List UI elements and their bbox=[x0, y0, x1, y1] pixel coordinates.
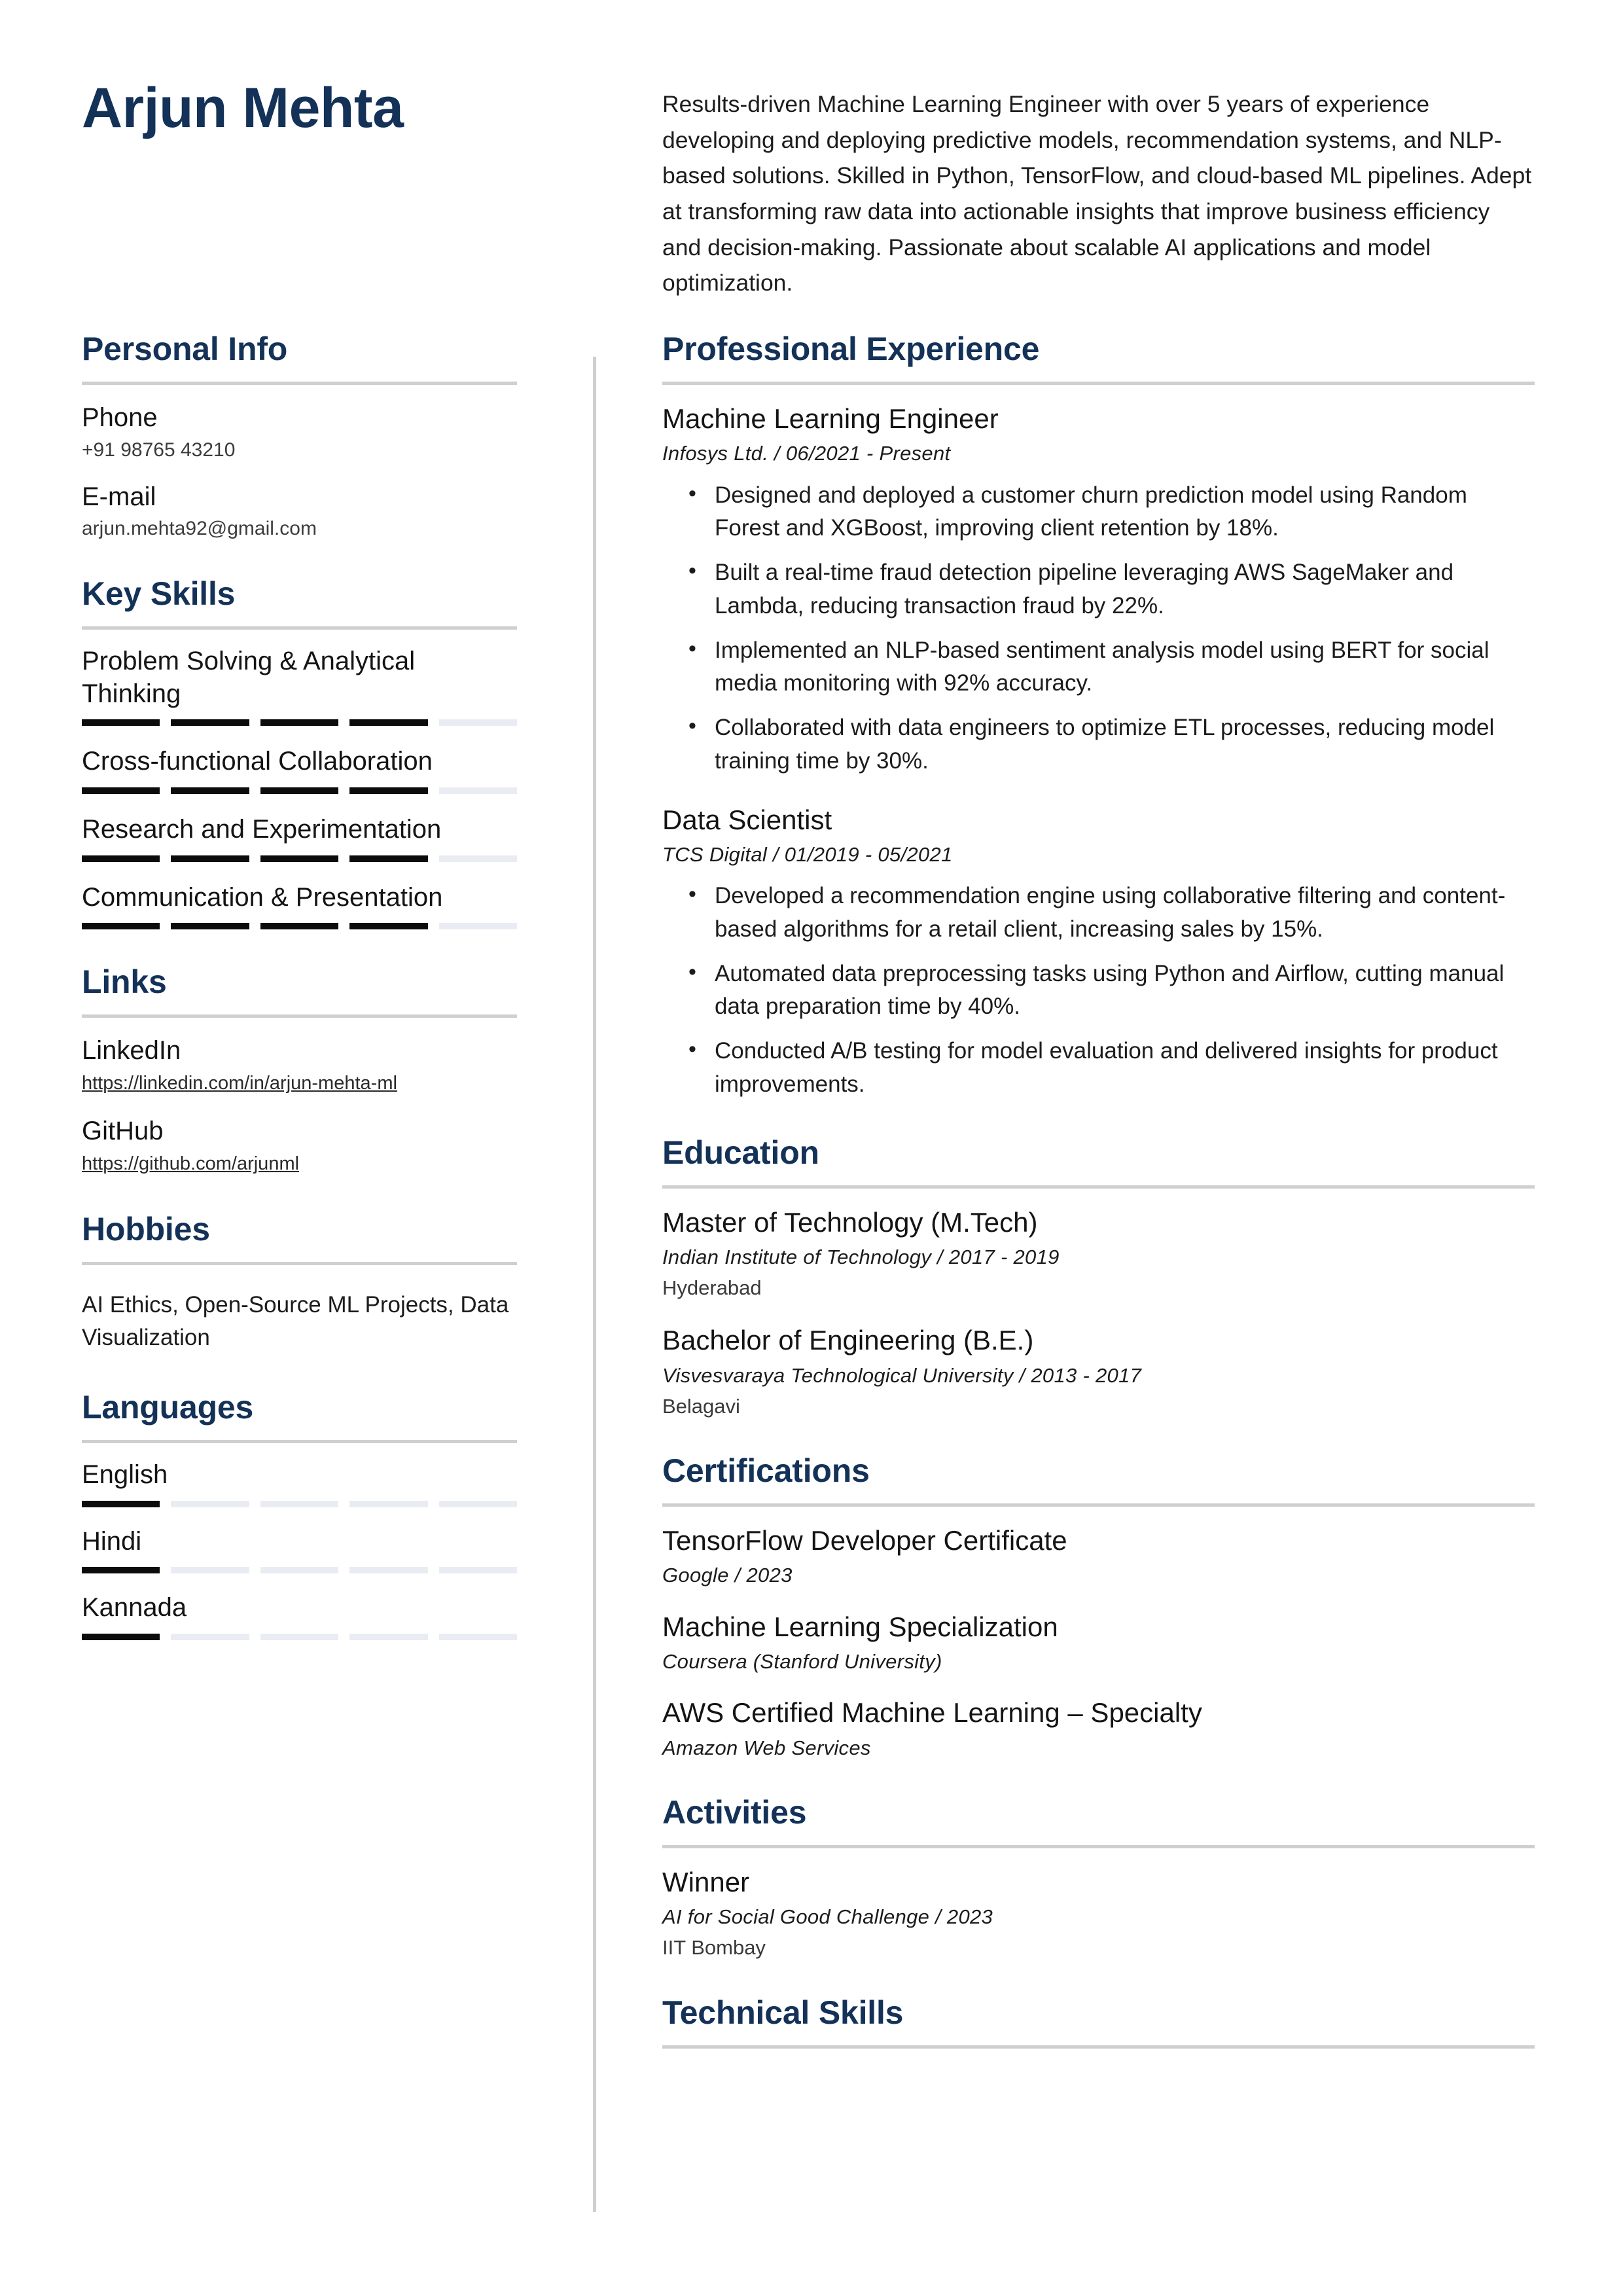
education-entry bbox=[662, 1323, 1535, 1420]
personal-info-item bbox=[82, 481, 517, 542]
job-meta: Infosys Ltd. / 06/2021 - Present bbox=[662, 442, 951, 465]
personal-info-label: Phone bbox=[82, 403, 158, 432]
section-activities bbox=[662, 1794, 1535, 1962]
link-url[interactable]: https://linkedin.com/in/arjun-mehta-ml bbox=[82, 1072, 397, 1094]
degree-meta: Indian Institute of Technology / 2017 - 2019 bbox=[662, 1245, 1060, 1268]
activity-meta: AI for Social Good Challenge / 2023 bbox=[662, 1905, 993, 1929]
section-education bbox=[662, 1134, 1535, 1420]
section-personal-info bbox=[82, 331, 517, 541]
degree-title: Bachelor of Engineering (B.E.) bbox=[662, 1325, 1034, 1356]
degree-location: Hyderabad bbox=[662, 1276, 762, 1300]
activity-location: IIT Bombay bbox=[662, 1936, 766, 1960]
page-title: Arjun Mehta bbox=[82, 77, 404, 139]
section-professional-experience bbox=[662, 331, 1535, 1102]
degree-location: Belagavi bbox=[662, 1394, 740, 1418]
rating-segment bbox=[260, 1567, 338, 1573]
job-title: Data Scientist bbox=[662, 804, 832, 835]
rating-segment bbox=[349, 855, 427, 862]
section-heading-professional-experience: Professional Experience bbox=[662, 331, 1040, 367]
certification-entry bbox=[662, 1610, 1535, 1676]
job-bullet-list bbox=[662, 880, 1535, 1102]
rating-segment bbox=[260, 923, 338, 929]
personal-info-label: E-mail bbox=[82, 482, 156, 511]
rating-segment bbox=[82, 787, 160, 794]
rating-segment bbox=[82, 1634, 160, 1640]
certification-meta: Google / 2023 bbox=[662, 1564, 793, 1587]
section-hobbies bbox=[82, 1211, 517, 1355]
rating-segment bbox=[82, 1501, 160, 1507]
list-item: • Conducted A/B testing for model evaluation and delivered insights for product improvements. bbox=[715, 1035, 1535, 1102]
skill-item bbox=[82, 814, 517, 862]
rating-segment bbox=[171, 1567, 249, 1573]
skill-label: Communication & Presentation bbox=[82, 882, 443, 912]
link-label: GitHub bbox=[82, 1117, 164, 1146]
section-heading-hobbies: Hobbies bbox=[82, 1210, 210, 1247]
rating-segment bbox=[439, 719, 517, 726]
rating-segment bbox=[82, 855, 160, 862]
certification-entry bbox=[662, 1696, 1535, 1761]
rating-segment bbox=[260, 1501, 338, 1507]
rating-segment bbox=[349, 1501, 427, 1507]
experience-entry bbox=[662, 402, 1535, 778]
skill-rating-bar bbox=[82, 787, 517, 794]
certification-entry bbox=[662, 1524, 1535, 1589]
section-heading-links: Links bbox=[82, 963, 167, 1001]
experience-entry bbox=[662, 803, 1535, 1102]
section-heading-languages: Languages bbox=[82, 1389, 254, 1426]
personal-info-value: +91 98765 43210 bbox=[82, 439, 236, 461]
activity-entry bbox=[662, 1865, 1535, 1962]
hobbies-text: AI Ethics, Open-Source ML Projects, Data Visualization bbox=[82, 1291, 509, 1351]
certification-meta: Coursera (Stanford University) bbox=[662, 1649, 942, 1673]
section-links bbox=[82, 963, 517, 1177]
certification-meta: Amazon Web Services bbox=[662, 1736, 871, 1759]
language-rating-bar bbox=[82, 1567, 517, 1573]
rating-segment bbox=[171, 855, 249, 862]
skill-item bbox=[82, 645, 517, 726]
link-url[interactable]: https://github.com/arjunml bbox=[82, 1153, 300, 1175]
language-item bbox=[82, 1526, 517, 1574]
rating-segment bbox=[260, 719, 338, 726]
rating-segment bbox=[349, 719, 427, 726]
skill-item bbox=[82, 882, 517, 930]
section-heading-key-skills: Key Skills bbox=[82, 575, 236, 613]
rating-segment bbox=[171, 1634, 249, 1640]
skill-label: Research and Experimentation bbox=[82, 814, 442, 844]
list-item: • Automated data preprocessing tasks using Python and Airflow, cutting manual data preparation time by 40%. bbox=[715, 958, 1535, 1024]
certification-title: AWS Certified Machine Learning – Specialty bbox=[662, 1697, 1202, 1729]
profile-summary-text: Results-driven Machine Learning Engineer with over 5 years of experience developing and deploying predictive models, recommendation systems, and NLP-based solutions. Skilled in Python, TensorFlow, and cloud-based ML pipelines. Adept at transforming raw data into actionable insights that improve business efficiency and decision-making. Passionate about scalable AI applications and model optimization. bbox=[662, 91, 1532, 296]
language-item bbox=[82, 1592, 517, 1640]
main-column bbox=[662, 331, 1535, 2049]
rating-segment bbox=[439, 855, 517, 862]
skill-label: Problem Solving & Analytical Thinking bbox=[82, 647, 416, 708]
section-heading-technical-skills: Technical Skills bbox=[662, 1994, 904, 2031]
column-divider bbox=[593, 357, 596, 2212]
section-key-skills bbox=[82, 575, 517, 929]
link-item bbox=[82, 1035, 517, 1096]
rating-segment bbox=[82, 1567, 160, 1573]
profile-summary-block bbox=[662, 86, 1533, 301]
section-heading-education: Education bbox=[662, 1134, 819, 1171]
list-item: • Implemented an NLP-based sentiment analysis model using BERT for social media monitoring with 92% accuracy. bbox=[715, 634, 1535, 701]
rating-segment bbox=[439, 923, 517, 929]
activity-title: Winner bbox=[662, 1866, 750, 1897]
job-meta: TCS Digital / 01/2019 - 05/2021 bbox=[662, 842, 953, 866]
skill-rating-bar bbox=[82, 855, 517, 862]
rating-segment bbox=[260, 787, 338, 794]
section-technical-skills bbox=[662, 1994, 1535, 2049]
rating-segment bbox=[439, 787, 517, 794]
rating-segment bbox=[349, 1634, 427, 1640]
rating-segment bbox=[439, 1501, 517, 1507]
job-bullet-list bbox=[662, 479, 1535, 778]
rating-segment bbox=[260, 1634, 338, 1640]
section-heading-certifications: Certifications bbox=[662, 1452, 870, 1490]
skill-item bbox=[82, 745, 517, 794]
rating-segment bbox=[171, 787, 249, 794]
personal-info-value: arjun.mehta92@gmail.com bbox=[82, 518, 317, 540]
language-label: Kannada bbox=[82, 1593, 187, 1623]
sidebar-column bbox=[82, 331, 517, 1640]
skill-rating-bar bbox=[82, 719, 517, 726]
skill-rating-bar bbox=[82, 923, 517, 929]
rating-segment bbox=[349, 1567, 427, 1573]
skill-label: Cross-functional Collaboration bbox=[82, 747, 433, 776]
section-certifications bbox=[662, 1452, 1535, 1761]
degree-meta: Visvesvaraya Technological University / 2013 - 2017 bbox=[662, 1363, 1142, 1387]
list-item: • Developed a recommendation engine using collaborative filtering and content-based algorithms for a retail client, increasing sales by 15%. bbox=[715, 880, 1535, 946]
list-item: • Designed and deployed a customer churn prediction model using Random Forest and XGBoost, improving client retention by 18%. bbox=[715, 479, 1535, 546]
rating-segment bbox=[171, 923, 249, 929]
personal-info-item bbox=[82, 402, 517, 463]
rating-segment bbox=[82, 923, 160, 929]
header-row bbox=[0, 0, 1623, 334]
language-rating-bar bbox=[82, 1501, 517, 1507]
rating-segment bbox=[82, 719, 160, 726]
rating-segment bbox=[439, 1567, 517, 1573]
section-rule bbox=[662, 2045, 1535, 2049]
section-heading-personal-info: Personal Info bbox=[82, 331, 288, 367]
section-heading-activities: Activities bbox=[662, 1793, 807, 1831]
rating-segment bbox=[349, 923, 427, 929]
certification-title: TensorFlow Developer Certificate bbox=[662, 1525, 1067, 1556]
list-item: • Collaborated with data engineers to optimize ETL processes, reducing model training time by 30%. bbox=[715, 711, 1535, 778]
list-item: • Built a real-time fraud detection pipeline leveraging AWS SageMaker and Lambda, reducing transaction fraud by 22%. bbox=[715, 556, 1535, 623]
language-item bbox=[82, 1459, 517, 1507]
candidate-name-block bbox=[82, 79, 566, 137]
rating-segment bbox=[439, 1634, 517, 1640]
rating-segment bbox=[349, 787, 427, 794]
certification-title: Machine Learning Specialization bbox=[662, 1611, 1058, 1642]
education-entry bbox=[662, 1206, 1535, 1302]
language-rating-bar bbox=[82, 1634, 517, 1640]
link-item bbox=[82, 1115, 517, 1176]
language-label: English bbox=[82, 1460, 168, 1490]
rating-segment bbox=[260, 855, 338, 862]
job-title: Machine Learning Engineer bbox=[662, 403, 999, 434]
degree-title: Master of Technology (M.Tech) bbox=[662, 1206, 1038, 1238]
rating-segment bbox=[171, 1501, 249, 1507]
section-languages bbox=[82, 1389, 517, 1640]
language-label: Hindi bbox=[82, 1526, 142, 1556]
rating-segment bbox=[171, 719, 249, 726]
link-label: LinkedIn bbox=[82, 1036, 181, 1066]
